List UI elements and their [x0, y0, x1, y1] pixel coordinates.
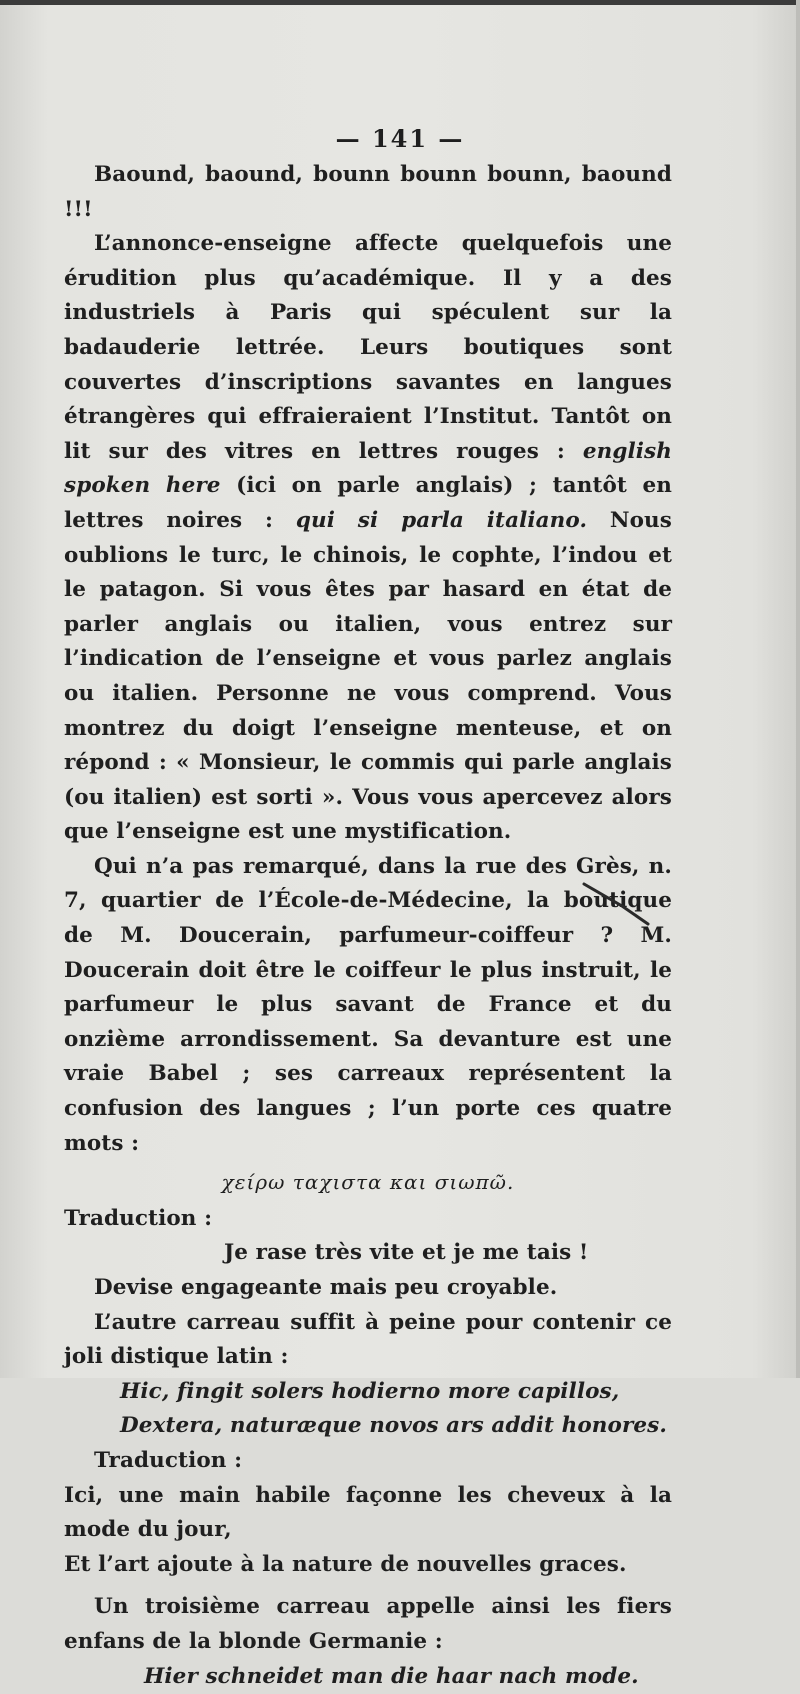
- paragraph-doucerain: Qui n’a pas remarqué, dans la rue des Grès, n. 7, quartier de l’École-de-Médecine, la boutique de M. Doucerain, parfumeur-coiffeur ? M. Doucerain doit être le coiffeur le plus instruit, le parfumeur le plus savant de France et du onzième arrondissement. Sa devanture est une vraie Babel ; ses carreaux représentent la confusion des langues ; l’un porte ces quatre mots :: [64, 853, 672, 1156]
- page-body: [64, 158, 672, 1694]
- paragraph-devise: Devise engageante mais peu croyable.: [94, 1275, 558, 1300]
- paragraph-onomatopoeia: Baound, baound, bounn bounn bounn, baound !!!: [64, 162, 672, 222]
- scan-right-edge: [796, 0, 800, 1378]
- italic-english: english spoken here: [64, 438, 672, 499]
- italic-italian: qui si parla italiano.: [295, 507, 588, 533]
- german-line: Hier schneidet man die haar nach mode.: [144, 1663, 639, 1689]
- translation-text-1: Je rase très vite et je me tais !: [224, 1240, 589, 1266]
- latin-verse-2: Dextera, naturæque novos ars addit honores.: [120, 1413, 667, 1439]
- translation-label-1: Traduction :: [64, 1205, 213, 1231]
- paragraph-distique: L’autre carreau suffit à peine pour contenir ce joli distique latin :: [64, 1309, 672, 1370]
- text-run: L’annonce-enseigne affecte quelquefois une érudition plus qu’académique. Il y a des industriels à Paris qui spéculent sur la badauderie lettrée. Leurs boutiques sont couvertes d’inscriptions savantes en langues étrangères qui effraieraient l’Institut. Tantôt on lit sur des vitres en lettres rouges :: [64, 231, 672, 464]
- paragraph-germanie: Un troisième carreau appelle ainsi les fiers enfans de la blonde Germanie :: [64, 1594, 672, 1654]
- french-verse-2: Et l’art ajoute à la nature de nouvelles graces.: [64, 1551, 627, 1577]
- french-verse-1: Ici, une main habile façonne les cheveux à la mode du jour,: [64, 1482, 672, 1543]
- paragraph-enseigne: [64, 227, 672, 850]
- pen-stroke-mark: [582, 880, 652, 930]
- translation-label-2: Traduction :: [94, 1447, 243, 1473]
- text-run: (ici on parle anglais) ; tantôt en lettres noires :: [64, 473, 673, 533]
- page-number: — 141 —: [335, 124, 465, 153]
- spacer: [64, 1582, 672, 1590]
- greek-motto: χείρω ταχιστα και σιωπῶ.: [221, 1170, 515, 1195]
- latin-verse-1: Hic, fingit solers hodierno more capillos,: [120, 1378, 620, 1404]
- scan-top-border: [0, 0, 800, 5]
- text-run: Nous oublions le turc, le chinois, le cophte, l’indou et le patagon. Si vous êtes par hasard en état de parler anglais ou italien, vous entrez sur l’indication de l’enseigne et vous parlez anglais ou italien. Personne ne vous comprend. Vous montrez du doigt l’enseigne menteuse, et on répond : « Monsieur, le commis qui parle anglais (ou italien) est sorti ». Vous vous apercevez alors que l’enseigne est une mystification.: [64, 507, 672, 845]
